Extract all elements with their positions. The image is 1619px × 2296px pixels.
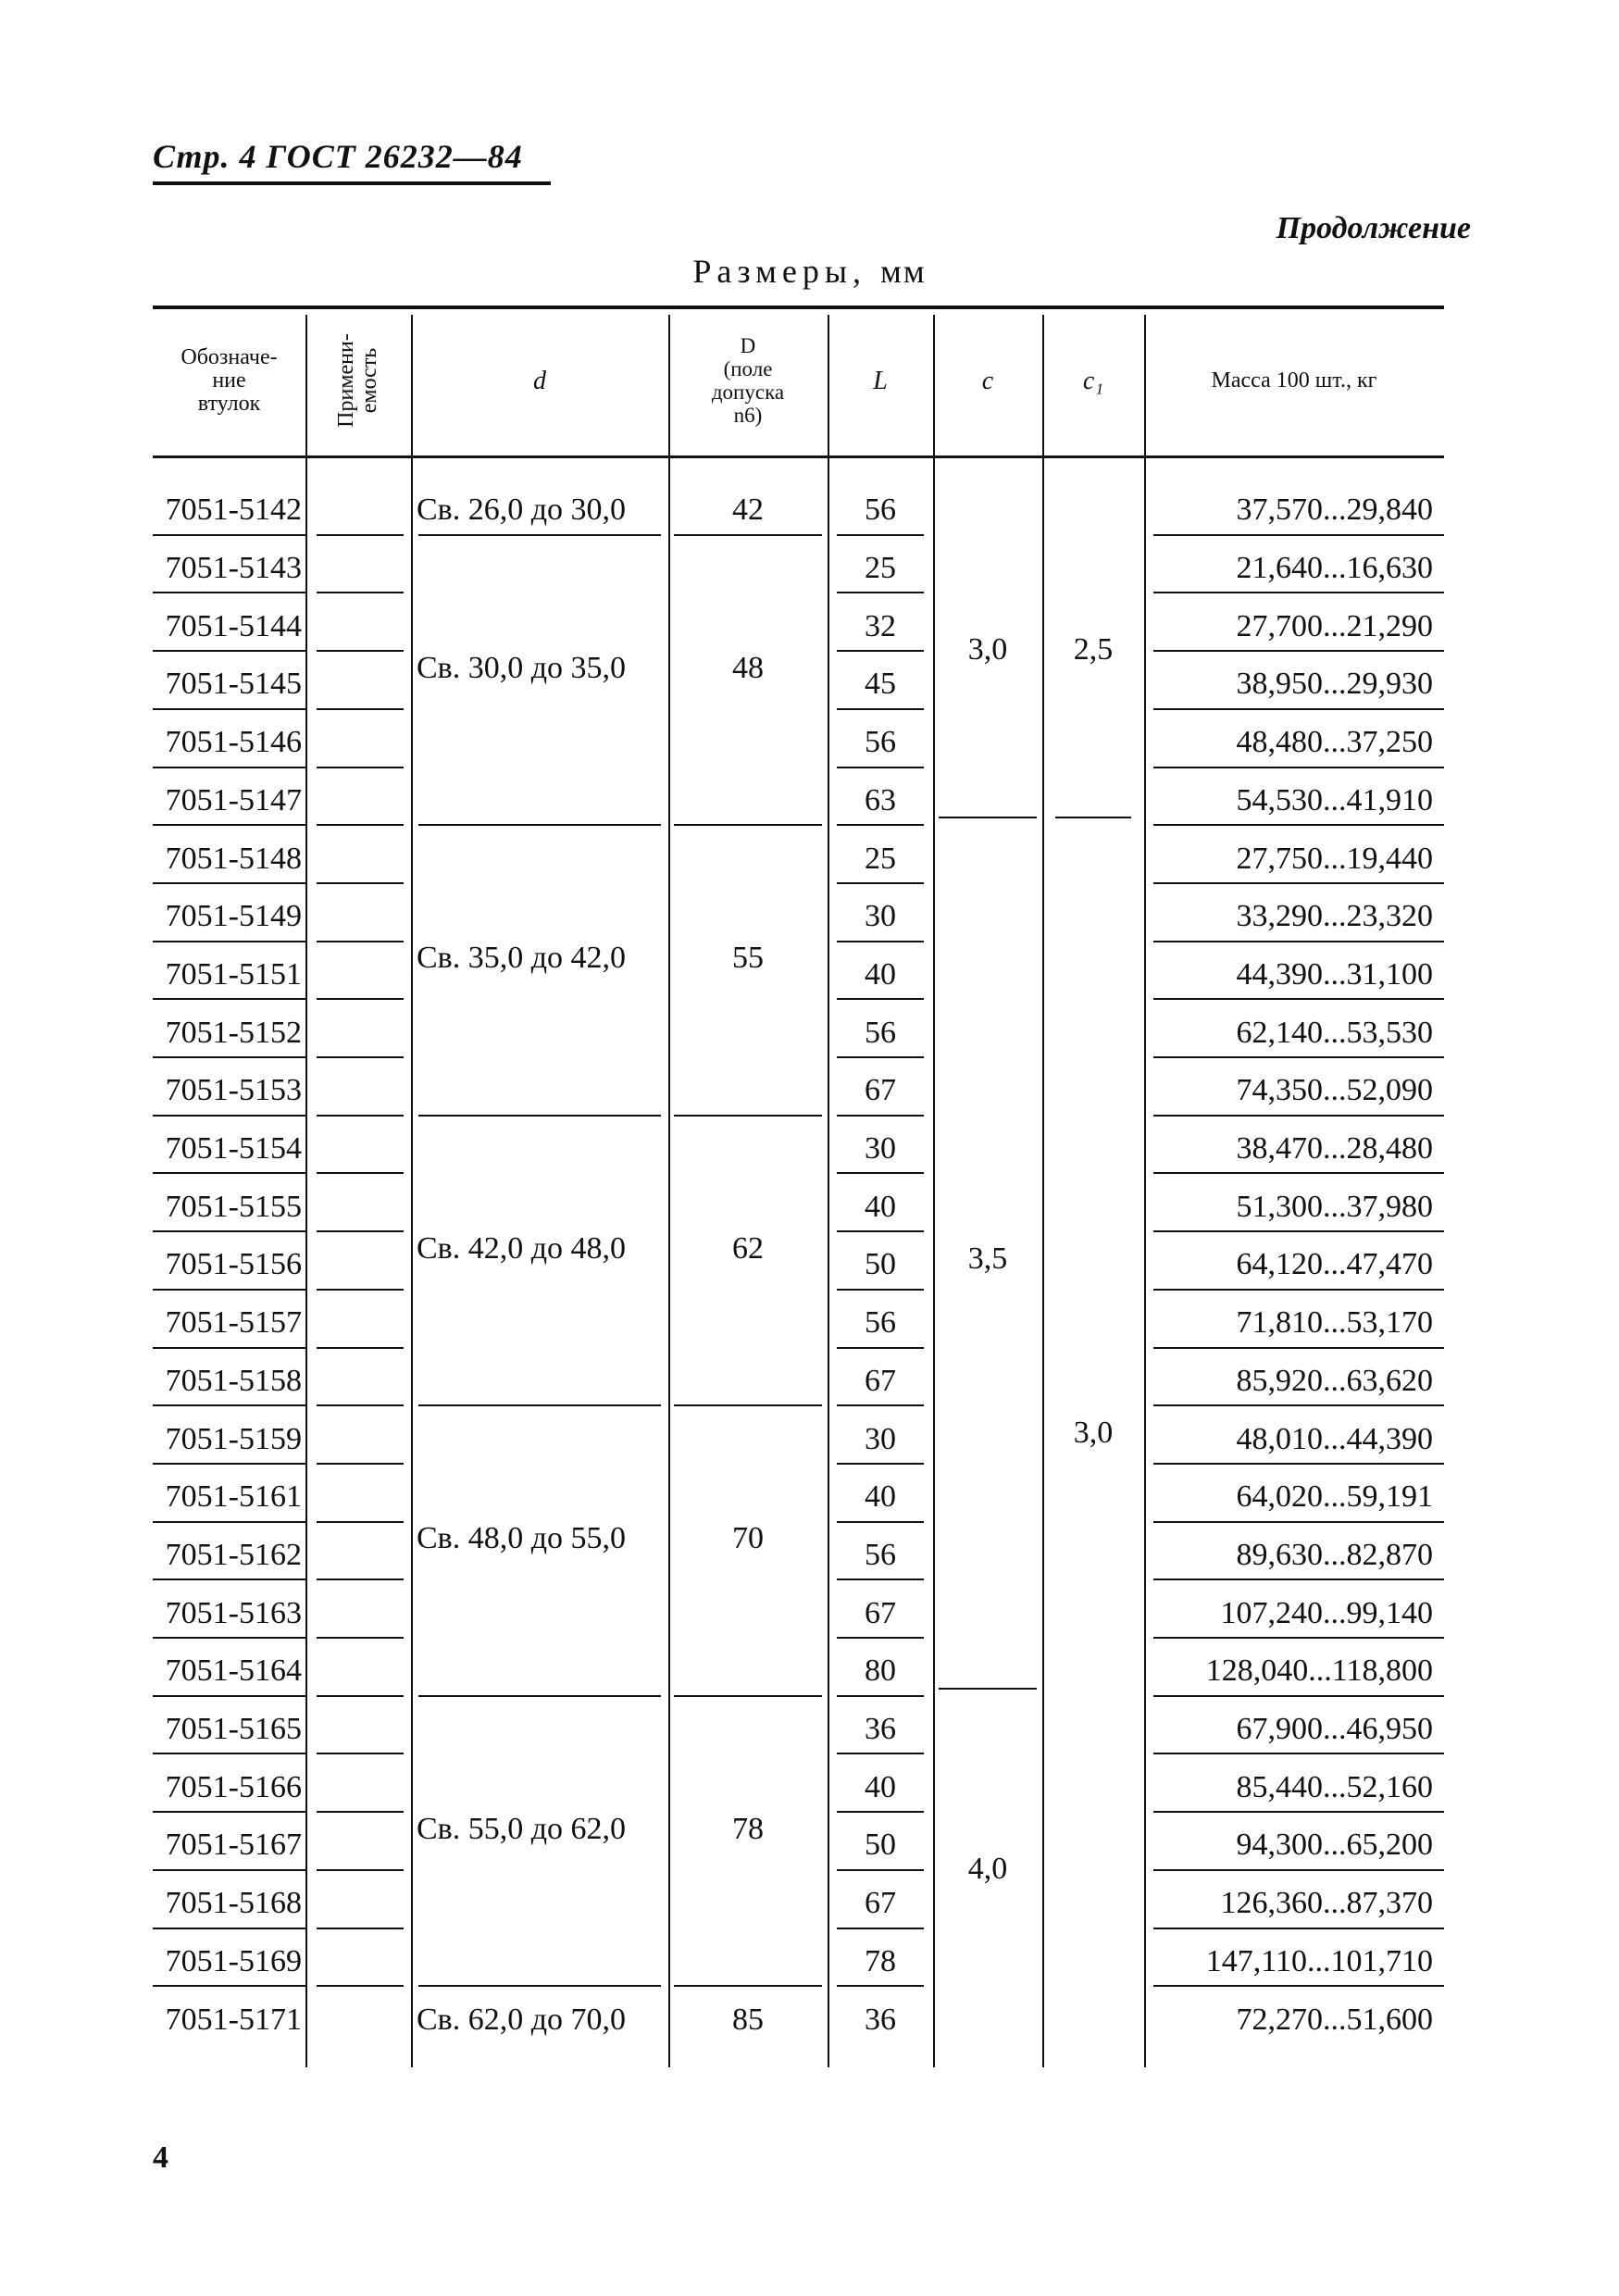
row-L: 56 <box>865 1305 896 1341</box>
group-d-value: Св. 35,0 до 42,0 <box>417 941 627 976</box>
row-L: 40 <box>865 1189 896 1224</box>
row-L-underline <box>837 592 924 593</box>
row-designation-underline <box>153 1404 305 1406</box>
group-d-underline <box>418 1404 661 1406</box>
row-applicability-underline <box>317 1695 404 1697</box>
row-designation: 7051-5146 <box>165 725 302 760</box>
row-designation-underline <box>153 708 305 710</box>
group-d-value: Св. 62,0 до 70,0 <box>417 2002 627 2037</box>
row-mass: 33,290...23,320 <box>1236 899 1433 934</box>
row-L-underline <box>837 882 924 884</box>
row-designation: 7051-5149 <box>165 899 302 934</box>
group-d-underline <box>418 534 661 536</box>
group-d-underline <box>418 1695 661 1697</box>
row-designation-underline <box>153 1347 305 1349</box>
row-L-underline <box>837 941 924 942</box>
row-mass-underline <box>1153 1985 1444 1987</box>
row-L-underline <box>837 534 924 536</box>
header-d: d <box>533 366 546 395</box>
group-c-underline <box>939 817 1037 818</box>
row-L-underline <box>837 650 924 652</box>
row-L-underline <box>837 708 924 710</box>
row-L: 67 <box>865 1363 896 1398</box>
column-divider-v2 <box>411 315 413 2067</box>
row-L: 30 <box>865 1421 896 1456</box>
row-mass: 27,750...19,440 <box>1236 841 1433 876</box>
row-applicability-underline <box>317 1869 404 1871</box>
row-mass: 72,270...51,600 <box>1236 2002 1433 2037</box>
header-applicability <box>305 311 411 450</box>
row-L-underline <box>837 767 924 768</box>
row-L: 50 <box>865 1828 896 1863</box>
row-mass: 37,570...29,840 <box>1236 493 1433 528</box>
row-designation: 7051-5144 <box>165 608 302 643</box>
row-L-underline <box>837 1695 924 1697</box>
row-mass-underline <box>1153 1811 1444 1813</box>
row-designation-underline <box>153 1869 305 1871</box>
row-applicability-underline <box>317 592 404 593</box>
row-designation-underline <box>153 1056 305 1058</box>
row-applicability-underline <box>317 1521 404 1523</box>
group-D-value: 42 <box>732 493 764 528</box>
row-designation-underline <box>153 1811 305 1813</box>
row-mass-underline <box>1153 708 1444 710</box>
row-mass: 21,640...16,630 <box>1236 551 1433 586</box>
row-designation-underline <box>153 998 305 1000</box>
row-mass: 48,480...37,250 <box>1236 725 1433 760</box>
row-mass: 126,360...87,370 <box>1220 1886 1433 1921</box>
group-d-underline <box>418 1115 661 1117</box>
row-designation: 7051-5162 <box>165 1537 302 1572</box>
row-L-underline <box>837 1578 924 1580</box>
row-designation-underline <box>153 1985 305 1987</box>
row-applicability-underline <box>317 998 404 1000</box>
row-applicability-underline <box>317 1056 404 1058</box>
row-mass-underline <box>1153 1753 1444 1754</box>
row-applicability-underline <box>317 1811 404 1813</box>
row-mass: 62,140...53,530 <box>1236 1015 1433 1050</box>
row-mass-underline <box>1153 941 1444 942</box>
group-c-value: 3,0 <box>967 631 1008 667</box>
row-L: 50 <box>865 1247 896 1282</box>
row-L: 67 <box>865 1073 896 1108</box>
group-d-underline <box>418 1985 661 1987</box>
row-applicability-underline <box>317 824 404 826</box>
row-designation: 7051-5142 <box>165 493 302 528</box>
row-applicability-underline <box>317 1985 404 1987</box>
row-designation-underline <box>153 1230 305 1232</box>
row-applicability-underline <box>317 1172 404 1174</box>
row-designation-underline <box>153 1578 305 1580</box>
row-mass: 38,470...28,480 <box>1236 1131 1433 1167</box>
caption-label: Размеры, <box>692 253 867 290</box>
row-designation-underline <box>153 592 305 593</box>
row-designation-underline <box>153 650 305 652</box>
row-designation: 7051-5159 <box>165 1421 302 1456</box>
row-mass-underline <box>1153 1521 1444 1523</box>
row-designation-underline <box>153 882 305 884</box>
column-divider-v1 <box>305 315 307 2067</box>
group-c1-value: 2,5 <box>1073 631 1114 667</box>
row-mass: 54,530...41,910 <box>1236 782 1433 817</box>
row-L: 36 <box>865 2002 896 2037</box>
row-mass: 27,700...21,290 <box>1236 608 1433 643</box>
row-L-underline <box>837 1115 924 1117</box>
row-L: 56 <box>865 725 896 760</box>
row-designation-underline <box>153 1115 305 1117</box>
row-applicability-underline <box>317 1463 404 1465</box>
row-designation-underline <box>153 1289 305 1291</box>
header-L: L <box>873 366 888 395</box>
row-L: 30 <box>865 1131 896 1167</box>
row-applicability-underline <box>317 1578 404 1580</box>
row-designation: 7051-5166 <box>165 1769 302 1804</box>
row-applicability-underline <box>317 941 404 942</box>
row-mass-underline <box>1153 998 1444 1000</box>
page-number: 4 <box>153 2140 168 2175</box>
row-applicability-underline <box>317 767 404 768</box>
row-L: 67 <box>865 1886 896 1921</box>
row-applicability-underline <box>317 1753 404 1754</box>
row-mass-underline <box>1153 534 1444 536</box>
row-designation: 7051-5168 <box>165 1886 302 1921</box>
group-c-underline <box>939 1688 1037 1690</box>
row-L-underline <box>837 1463 924 1465</box>
row-designation: 7051-5148 <box>165 841 302 876</box>
group-D-value: 70 <box>732 1521 764 1556</box>
row-applicability-underline <box>317 708 404 710</box>
row-designation: 7051-5157 <box>165 1305 302 1341</box>
row-L: 56 <box>865 493 896 528</box>
group-D-underline <box>674 1115 822 1117</box>
group-c-value: 3,5 <box>967 1242 1008 1277</box>
row-designation: 7051-5165 <box>165 1712 302 1747</box>
row-designation: 7051-5161 <box>165 1479 302 1515</box>
header-bottom-rule <box>153 455 1444 458</box>
row-L: 78 <box>865 1943 896 1978</box>
group-d-value: Св. 30,0 до 35,0 <box>417 650 627 685</box>
row-mass: 44,390...31,100 <box>1236 956 1433 992</box>
group-D-value: 62 <box>732 1230 764 1266</box>
row-mass: 38,950...29,930 <box>1236 667 1433 702</box>
row-L: 56 <box>865 1015 896 1050</box>
row-mass: 94,300...65,200 <box>1236 1828 1433 1863</box>
row-designation: 7051-5145 <box>165 667 302 702</box>
row-applicability-underline <box>317 1347 404 1349</box>
row-applicability-underline <box>317 1115 404 1117</box>
row-L: 30 <box>865 899 896 934</box>
row-L-underline <box>837 1521 924 1523</box>
row-mass-underline <box>1153 767 1444 768</box>
row-designation-underline <box>153 824 305 826</box>
row-mass: 67,900...46,950 <box>1236 1712 1433 1747</box>
group-D-value: 48 <box>732 650 764 685</box>
row-mass: 85,440...52,160 <box>1236 1769 1433 1804</box>
row-designation-underline <box>153 1695 305 1697</box>
row-mass: 147,110...101,710 <box>1205 1943 1433 1978</box>
row-mass-underline <box>1153 1347 1444 1349</box>
row-designation-underline <box>153 1753 305 1754</box>
row-designation: 7051-5171 <box>165 2002 302 2037</box>
header-D: D (поле допуска n6) <box>711 334 785 427</box>
row-mass-underline <box>1153 1463 1444 1465</box>
row-mass: 64,020...59,191 <box>1236 1479 1433 1515</box>
row-designation-underline <box>153 534 305 536</box>
header-underline <box>153 181 551 185</box>
group-D-underline <box>674 1985 822 1987</box>
caption-unit: мм <box>880 253 927 290</box>
row-mass: 107,240...99,140 <box>1220 1595 1433 1630</box>
row-L-underline <box>837 1928 924 1929</box>
row-mass: 51,300...37,980 <box>1236 1189 1433 1224</box>
row-L: 40 <box>865 956 896 992</box>
row-L: 40 <box>865 1479 896 1515</box>
row-designation: 7051-5147 <box>165 782 302 817</box>
group-D-value: 55 <box>732 941 764 976</box>
row-mass-underline <box>1153 1115 1444 1117</box>
row-designation: 7051-5151 <box>165 956 302 992</box>
row-mass-underline <box>1153 1578 1444 1580</box>
row-applicability-underline <box>317 882 404 884</box>
row-designation-underline <box>153 941 305 942</box>
row-L-underline <box>837 1056 924 1058</box>
row-mass-underline <box>1153 592 1444 593</box>
row-designation-underline <box>153 767 305 768</box>
row-L: 40 <box>865 1769 896 1804</box>
group-D-underline <box>674 534 822 536</box>
row-designation: 7051-5169 <box>165 1943 302 1978</box>
row-designation: 7051-5152 <box>165 1015 302 1050</box>
row-designation: 7051-5164 <box>165 1653 302 1689</box>
row-L-underline <box>837 1404 924 1406</box>
header-designation: Обозначе- ние втулок <box>181 344 278 416</box>
row-mass: 74,350...52,090 <box>1236 1073 1433 1108</box>
row-L-underline <box>837 1811 924 1813</box>
row-L: 67 <box>865 1595 896 1630</box>
row-L: 25 <box>865 841 896 876</box>
row-mass-underline <box>1153 1289 1444 1291</box>
header-applicability-text: Примени- емость <box>333 333 381 428</box>
row-L-underline <box>837 824 924 826</box>
header-mass: Масса 100 шт., кг <box>1211 368 1377 393</box>
row-mass: 48,010...44,390 <box>1236 1421 1433 1456</box>
column-divider-v5 <box>933 315 935 2067</box>
row-mass-underline <box>1153 1172 1444 1174</box>
row-mass-underline <box>1153 882 1444 884</box>
group-D-underline <box>674 1404 822 1406</box>
row-mass-underline <box>1153 1695 1444 1697</box>
group-D-value: 78 <box>732 1811 764 1846</box>
table-top-rule <box>153 306 1444 309</box>
row-L: 45 <box>865 667 896 702</box>
header-c1: c₁ <box>1082 366 1104 395</box>
group-c-value: 4,0 <box>967 1851 1008 1886</box>
row-designation: 7051-5156 <box>165 1247 302 1282</box>
page-header: Стр. 4 ГОСТ 26232—84 <box>153 138 523 175</box>
row-mass-underline <box>1153 650 1444 652</box>
row-designation: 7051-5143 <box>165 551 302 586</box>
row-designation: 7051-5154 <box>165 1131 302 1167</box>
row-mass-underline <box>1153 824 1444 826</box>
row-L: 36 <box>865 1712 896 1747</box>
row-designation: 7051-5153 <box>165 1073 302 1108</box>
row-mass-underline <box>1153 1056 1444 1058</box>
header-c: c <box>981 366 994 395</box>
group-d-value: Св. 55,0 до 62,0 <box>417 1811 627 1846</box>
row-mass: 71,810...53,170 <box>1236 1305 1433 1341</box>
group-d-value: Св. 48,0 до 55,0 <box>417 1521 627 1556</box>
row-L-underline <box>837 998 924 1000</box>
row-designation-underline <box>153 1463 305 1465</box>
row-applicability-underline <box>317 1928 404 1929</box>
row-applicability-underline <box>317 1230 404 1232</box>
row-designation-underline <box>153 1521 305 1523</box>
group-D-underline <box>674 1695 822 1697</box>
row-designation-underline <box>153 1637 305 1639</box>
row-L: 25 <box>865 551 896 586</box>
group-c1-underline <box>1055 817 1131 818</box>
row-L-underline <box>837 1637 924 1639</box>
row-L-underline <box>837 1753 924 1754</box>
row-L-underline <box>837 1289 924 1291</box>
row-mass: 128,040...118,800 <box>1205 1653 1433 1689</box>
row-mass-underline <box>1153 1869 1444 1871</box>
row-designation: 7051-5163 <box>165 1595 302 1630</box>
row-L-underline <box>837 1869 924 1871</box>
column-divider-v6 <box>1042 315 1044 2067</box>
row-mass: 89,630...82,870 <box>1236 1537 1433 1572</box>
group-d-value: Св. 26,0 до 30,0 <box>417 493 627 528</box>
group-D-value: 85 <box>732 2002 764 2037</box>
row-designation: 7051-5158 <box>165 1363 302 1398</box>
row-designation-underline <box>153 1172 305 1174</box>
row-designation: 7051-5167 <box>165 1828 302 1863</box>
row-L: 56 <box>865 1537 896 1572</box>
group-d-underline <box>418 824 661 826</box>
group-d-value: Св. 42,0 до 48,0 <box>417 1230 627 1266</box>
row-L-underline <box>837 1347 924 1349</box>
row-applicability-underline <box>317 1289 404 1291</box>
row-L: 32 <box>865 608 896 643</box>
row-mass: 64,120...47,470 <box>1236 1247 1433 1282</box>
row-L-underline <box>837 1230 924 1232</box>
row-applicability-underline <box>317 1404 404 1406</box>
row-mass-underline <box>1153 1404 1444 1406</box>
row-applicability-underline <box>317 1637 404 1639</box>
row-mass-underline <box>1153 1637 1444 1639</box>
table-caption <box>0 252 1619 291</box>
group-D-underline <box>674 824 822 826</box>
group-c1-value: 3,0 <box>1073 1416 1114 1451</box>
row-mass-underline <box>1153 1230 1444 1232</box>
row-L-underline <box>837 1172 924 1174</box>
row-applicability-underline <box>317 534 404 536</box>
row-applicability-underline <box>317 650 404 652</box>
row-mass-underline <box>1153 1928 1444 1929</box>
continuation-label: Продолжение <box>1276 211 1471 245</box>
row-designation: 7051-5155 <box>165 1189 302 1224</box>
row-designation-underline <box>153 1928 305 1929</box>
row-mass: 85,920...63,620 <box>1236 1363 1433 1398</box>
row-L-underline <box>837 1985 924 1987</box>
row-L: 80 <box>865 1653 896 1689</box>
row-L: 63 <box>865 782 896 817</box>
